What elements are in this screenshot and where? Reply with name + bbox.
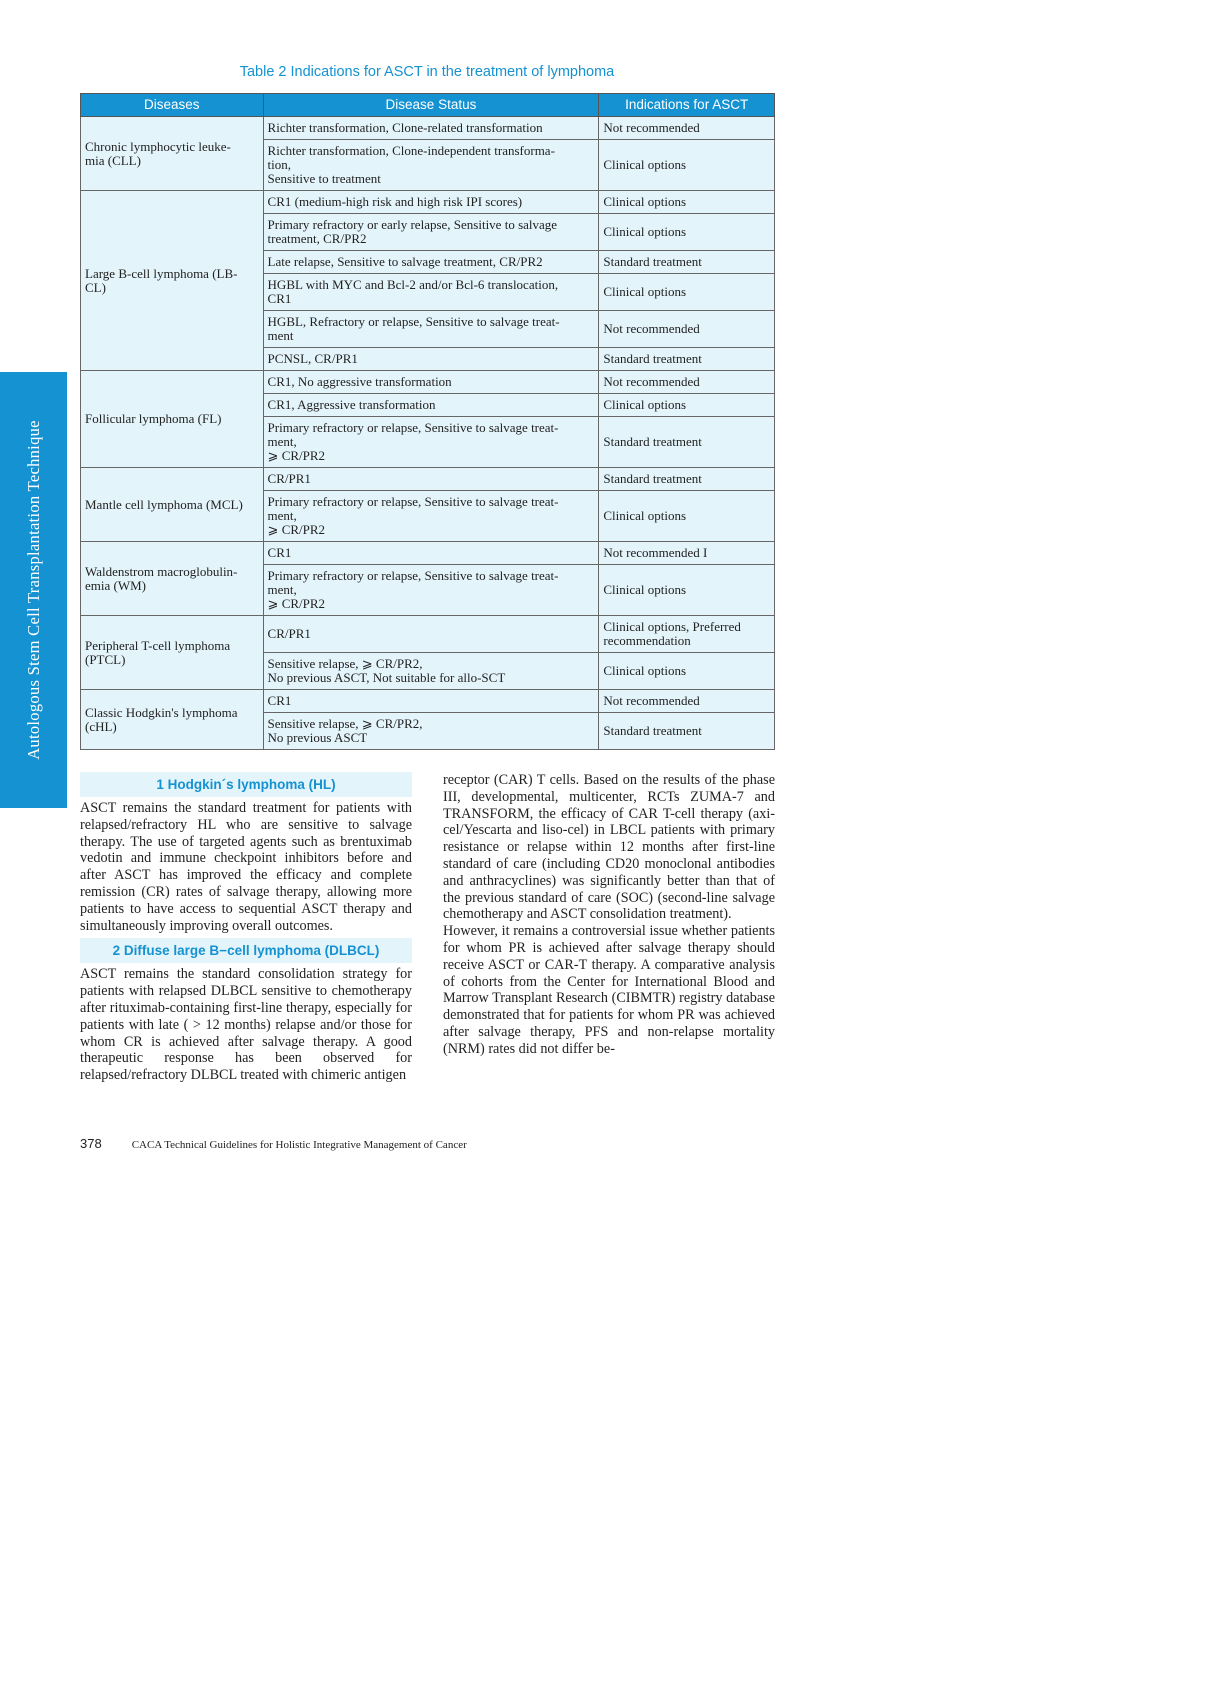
indication-cell (599, 468, 775, 491)
status-line: Sensitive to treatment (267, 171, 381, 186)
indication-line: Standard treatment (603, 723, 702, 738)
status-cell (263, 565, 599, 616)
indication-cell (599, 371, 775, 394)
indication-line: Clinical options, Preferred (603, 619, 741, 634)
status-line: CR1 (267, 291, 292, 306)
status-cell (263, 371, 599, 394)
right-text-column (443, 772, 775, 1058)
disease-line: Classic Hodgkin's lymphoma (85, 704, 238, 720)
table-row (81, 191, 775, 214)
indication-line: Not recommended (603, 120, 700, 135)
disease-line: (cHL) (85, 718, 117, 734)
indication-cell (599, 417, 775, 468)
status-cell (263, 251, 599, 274)
left-text-column (80, 772, 412, 1084)
indication-cell (599, 616, 775, 653)
indication-cell (599, 214, 775, 251)
disease-cell-chl (81, 690, 264, 750)
table-title: Table 2 Indications for ASCT in the treatment of lymphoma (239, 64, 615, 80)
indication-cell (599, 690, 775, 713)
status-cell (263, 140, 599, 191)
status-line: ment, (267, 582, 297, 597)
indication-line: Not recommended (603, 374, 700, 389)
table-row (81, 117, 775, 140)
status-cell (263, 394, 599, 417)
header-indications: Indications for ASCT (599, 94, 775, 117)
indication-line: Standard treatment (603, 351, 702, 366)
indication-cell (599, 191, 775, 214)
status-line: Sensitive relapse, ⩾ CR/PR2, (267, 656, 423, 671)
table-row (81, 616, 775, 653)
status-line: ment, (267, 434, 297, 449)
indication-line: Not recommended I (603, 545, 708, 560)
header-diseases: Diseases (81, 94, 264, 117)
status-line: CR1 (medium-high risk and high risk IPI scores) (267, 194, 523, 209)
status-line: CR/PR1 (267, 626, 311, 641)
status-line: CR1, Aggressive transformation (267, 397, 436, 412)
paragraph-hl: ASCT remains the standard treatment for patients with relapsed/refractory HL who are sensitive to salvage therapy. The use of targeted agents such as brentuximab vedotin and immune checkpoint inhibitors before and after ASCT has improved the efficacy and complete remission (CR) rates of salvage therapy, allowing more patients to have access to sequential ASCT therapy and simultaneously improving overall outcomes. (80, 800, 412, 934)
status-cell (263, 616, 599, 653)
status-cell (263, 713, 599, 750)
disease-cell-fl (81, 371, 264, 468)
status-line: Richter transformation, Clone-independent transforma- (267, 143, 555, 158)
table-row (81, 468, 775, 491)
indication-cell (599, 251, 775, 274)
status-line: CR1, No aggressive transformation (267, 374, 452, 389)
indication-line: Clinical options (603, 508, 687, 523)
status-line: No previous ASCT, Not suitable for allo-SCT (267, 670, 506, 685)
indication-cell (599, 394, 775, 417)
indication-line: Standard treatment (603, 254, 702, 269)
indication-cell (599, 311, 775, 348)
status-line: CR/PR1 (267, 471, 311, 486)
status-cell (263, 274, 599, 311)
header-disease-status: Disease Status (263, 94, 599, 117)
disease-line: emia (WM) (85, 577, 147, 593)
indication-line: Standard treatment (603, 434, 702, 449)
asct-indications-table (80, 93, 775, 750)
disease-line: CL) (85, 279, 106, 295)
disease-line: Follicular lymphoma (FL) (85, 411, 222, 426)
indication-cell (599, 491, 775, 542)
section-heading-dlbcl: 2 Diffuse large B−cell lymphoma (DLBCL) (80, 938, 412, 963)
indication-line: Clinical options (603, 194, 687, 209)
indication-cell (599, 348, 775, 371)
table-row (81, 690, 775, 713)
status-line: HGBL with MYC and Bcl-2 and/or Bcl-6 translocation, (267, 277, 559, 292)
status-cell (263, 468, 599, 491)
status-line: Primary refractory or relapse, Sensitive to salvage treat- (267, 420, 559, 435)
status-line: ⩾ CR/PR2 (267, 596, 326, 611)
page-number: 378 (80, 1136, 102, 1151)
indication-cell (599, 274, 775, 311)
indication-cell (599, 140, 775, 191)
indication-cell (599, 713, 775, 750)
status-line: CR1 (267, 693, 292, 708)
status-line: ⩾ CR/PR2 (267, 522, 326, 537)
indication-cell (599, 117, 775, 140)
indication-line: Clinical options (603, 582, 687, 597)
status-cell (263, 653, 599, 690)
publication-title: CACA Technical Guidelines for Holistic Integrative Management of Cancer (131, 1139, 467, 1151)
paragraph-dlbcl: ASCT remains the standard consolidation strategy for patients with relapsed DLBCL sensitive to chemotherapy after rituximab-containing first-line therapy, especially for patients with late ( > 12 months) relapse and/or those for whom CR is achieved after salvage therapy. A good therapeutic response has been observed for relapsed/refractory DLBCL treated with chimeric antigen (80, 966, 412, 1084)
status-line: CR1 (267, 545, 292, 560)
table-row (81, 542, 775, 565)
section-heading-hl: 1 Hodgkin´s lymphoma (HL) (80, 772, 412, 797)
disease-cell-lbcl (81, 191, 264, 371)
status-cell (263, 311, 599, 348)
paragraph-controversy: However, it remains a controversial issue whether patients for whom PR is achieved after salvage therapy should receive ASCT or CAR-T therapy. A comparative analysis of cohorts from the Center for International Blood and Marrow Transplant Research (CIBMTR) registry database demonstrated that for patients for whom PR was achieved after salvage therapy, PFS and non-relapse mortality (NRM) rates did not differ be- (443, 923, 775, 1057)
disease-line: Large B-cell lymphoma (LB- (85, 265, 238, 281)
disease-line: mia (CLL) (85, 152, 141, 168)
status-line: tion, (267, 157, 292, 172)
indication-line: Standard treatment (603, 471, 702, 486)
disease-line: Peripheral T-cell lymphoma (85, 637, 231, 653)
disease-line: (PTCL) (85, 651, 126, 667)
indication-line: Clinical options (603, 157, 687, 172)
status-cell (263, 417, 599, 468)
paragraph-car-t-results: receptor (CAR) T cells. Based on the results of the phase III, developmental, multicenter, RCTs ZUMA-7 and TRANSFORM, the efficacy of CAR T-cell therapy (axi-cel/Yescarta and liso-cel) in LBCL patients with primary resistance or relapse within 12 months after first-line standard of care (including CD20 monoclonal antibodies and anthracyclines) was significantly better than that of the previous standard of care (SOC) (second-line salvage chemotherapy and ASCT consolidation treatment). (443, 772, 775, 923)
indication-line: Not recommended (603, 693, 700, 708)
disease-cell-wm (81, 542, 264, 616)
status-line: Primary refractory or relapse, Sensitive to salvage treat- (267, 568, 559, 583)
table-header-row (81, 94, 775, 117)
status-line: HGBL, Refractory or relapse, Sensitive to salvage treat- (267, 314, 560, 329)
disease-cell-mcl (81, 468, 264, 542)
status-cell (263, 191, 599, 214)
page-footer (80, 1136, 467, 1151)
disease-line: Chronic lymphocytic leuke- (85, 138, 231, 154)
disease-line: Waldenstrom macroglobulin- (85, 563, 238, 579)
status-line: ment, (267, 508, 297, 523)
indication-cell (599, 565, 775, 616)
status-cell (263, 491, 599, 542)
table-row (81, 371, 775, 394)
disease-cell-ptcl (81, 616, 264, 690)
indication-line: Clinical options (603, 663, 687, 678)
indication-cell (599, 542, 775, 565)
status-cell (263, 214, 599, 251)
status-line: Richter transformation, Clone-related transformation (267, 120, 543, 135)
status-line: treatment, CR/PR2 (267, 231, 367, 246)
status-line: Primary refractory or relapse, Sensitive to salvage treat- (267, 494, 559, 509)
indication-line: Not recommended (603, 321, 700, 336)
status-cell (263, 348, 599, 371)
status-line: Late relapse, Sensitive to salvage treatment, CR/PR2 (267, 254, 543, 269)
status-cell (263, 542, 599, 565)
disease-cell-cll (81, 117, 264, 191)
status-line: ment (267, 328, 294, 343)
indication-line: Clinical options (603, 224, 687, 239)
indication-line: Clinical options (603, 284, 687, 299)
status-line: PCNSL, CR/PR1 (267, 351, 358, 366)
status-line: No previous ASCT (267, 730, 368, 745)
section-side-tab (0, 372, 67, 808)
status-cell (263, 117, 599, 140)
side-tab-label: Autologous Stem Cell Transplantation Technique (23, 420, 43, 760)
disease-line: Mantle cell lymphoma (MCL) (85, 496, 243, 512)
status-line: Primary refractory or early relapse, Sensitive to salvage (267, 217, 558, 232)
status-line: Sensitive relapse, ⩾ CR/PR2, (267, 716, 423, 731)
status-cell (263, 690, 599, 713)
indication-cell (599, 653, 775, 690)
indication-line: Clinical options (603, 397, 687, 412)
status-line: ⩾ CR/PR2 (267, 448, 326, 463)
indication-line: recommendation (603, 633, 691, 648)
